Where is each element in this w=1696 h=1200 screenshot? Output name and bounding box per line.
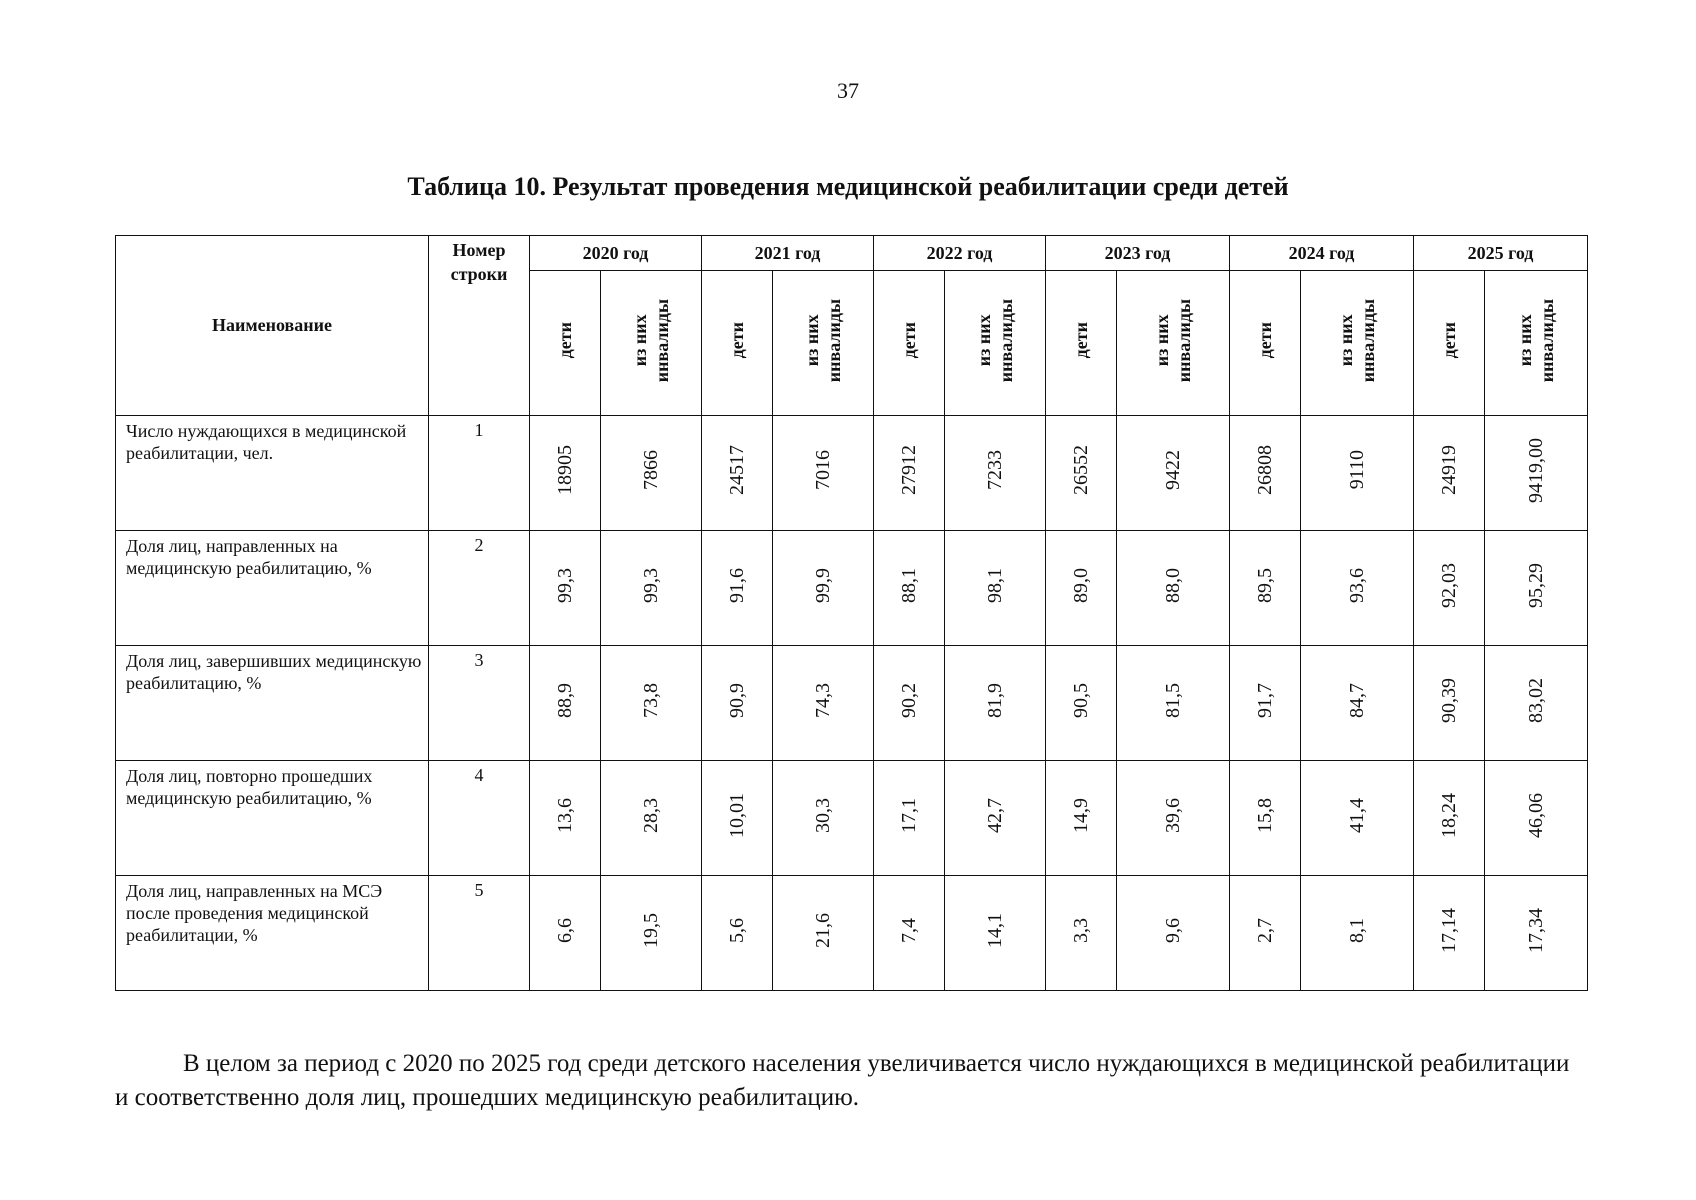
value: 92,03 — [1438, 562, 1460, 608]
value: 9110 — [1346, 450, 1368, 490]
value: 13,6 — [554, 797, 576, 833]
value: 8,1 — [1346, 917, 1368, 943]
value: 42,7 — [984, 797, 1006, 833]
value-cell — [1485, 416, 1588, 531]
value-cell — [601, 531, 702, 646]
value-cell — [702, 876, 773, 991]
table-row — [116, 646, 1588, 761]
value: 27912 — [898, 445, 920, 495]
header-disabled-label: из них инвалиды — [1515, 298, 1557, 383]
value-cell — [1485, 761, 1588, 876]
header-disabled — [945, 271, 1046, 416]
value: 81,5 — [1162, 682, 1184, 718]
value-cell — [1301, 646, 1414, 761]
header-children-label: дети — [1439, 322, 1459, 359]
value: 7866 — [640, 450, 662, 490]
value-cell — [1301, 416, 1414, 531]
value: 24517 — [726, 445, 748, 495]
header-children — [1046, 271, 1117, 416]
header-name: Наименование — [116, 236, 429, 416]
value-cell — [530, 876, 601, 991]
value: 39,6 — [1162, 797, 1184, 833]
value-cell — [945, 646, 1046, 761]
value: 99,3 — [640, 567, 662, 603]
value-cell — [1414, 876, 1485, 991]
value: 88,0 — [1162, 567, 1184, 603]
value: 26552 — [1070, 445, 1092, 495]
header-children — [1230, 271, 1301, 416]
value: 99,9 — [812, 567, 834, 603]
value-cell — [530, 761, 601, 876]
value-cell — [601, 876, 702, 991]
summary-paragraph: В целом за период с 2020 по 2025 год среди детского населения увеличивается число нуждающихся в медицинской реабилитации и соответственно доля лиц, прошедших медицинскую реабилитацию. — [115, 1050, 1570, 1111]
value: 26808 — [1254, 445, 1276, 495]
value-cell — [1414, 416, 1485, 531]
value: 30,3 — [812, 797, 834, 833]
value-cell — [1117, 416, 1230, 531]
header-disabled-label: из них инвалиды — [1336, 298, 1378, 383]
value-cell — [945, 531, 1046, 646]
value-cell — [773, 646, 874, 761]
value-cell — [702, 646, 773, 761]
header-disabled — [1117, 271, 1230, 416]
value-cell — [1230, 531, 1301, 646]
value: 17,14 — [1438, 907, 1460, 953]
value: 17,1 — [898, 797, 920, 833]
header-year-2023: 2023 год — [1046, 236, 1230, 271]
header-children — [1414, 271, 1485, 416]
header-disabled-label: из них инвалиды — [630, 298, 672, 383]
value: 14,1 — [984, 912, 1006, 948]
value-cell — [1230, 416, 1301, 531]
value-cell — [874, 876, 945, 991]
page-number: 37 — [837, 78, 859, 103]
value-cell — [702, 531, 773, 646]
value: 98,1 — [984, 567, 1006, 603]
table-row — [116, 531, 1588, 646]
value: 9422 — [1162, 450, 1184, 490]
rehabilitation-table — [115, 235, 1588, 991]
value: 10,01 — [726, 792, 748, 838]
value-cell — [945, 761, 1046, 876]
table-title: Таблица 10. Результат проведения медицинской реабилитации среди детей — [407, 172, 1289, 201]
value: 7233 — [984, 450, 1006, 490]
value: 15,8 — [1254, 797, 1276, 833]
value-cell — [1117, 646, 1230, 761]
header-year-2024: 2024 год — [1230, 236, 1414, 271]
header-disabled — [1301, 271, 1414, 416]
row-number: 2 — [429, 531, 530, 646]
value-cell — [1414, 531, 1485, 646]
header-disabled-label: из них инвалиды — [802, 298, 844, 383]
value: 9419,00 — [1525, 437, 1547, 503]
header-disabled-label: из них инвалиды — [974, 298, 1016, 383]
value: 74,3 — [812, 682, 834, 718]
value: 95,29 — [1525, 562, 1547, 608]
value: 3,3 — [1070, 917, 1092, 943]
value-cell — [874, 761, 945, 876]
value: 2,7 — [1254, 917, 1276, 943]
value-cell — [773, 876, 874, 991]
value: 90,39 — [1438, 677, 1460, 723]
value: 9,6 — [1162, 917, 1184, 943]
value: 6,6 — [554, 917, 576, 943]
value: 90,9 — [726, 682, 748, 718]
value-cell — [1230, 646, 1301, 761]
value: 90,5 — [1070, 682, 1092, 718]
value: 14,9 — [1070, 797, 1092, 833]
header-year-2025: 2025 год — [1414, 236, 1588, 271]
header-row-number: Номер строки — [429, 236, 530, 416]
row-name: Доля лиц, направленных на МСЭ после проведения медицинской реабилитации, % — [116, 876, 429, 991]
value-cell — [1046, 761, 1117, 876]
value-cell — [1117, 531, 1230, 646]
header-disabled — [601, 271, 702, 416]
table-row — [116, 416, 1588, 531]
value: 93,6 — [1346, 567, 1368, 603]
header-children — [702, 271, 773, 416]
value-cell — [1485, 531, 1588, 646]
value-cell — [1046, 646, 1117, 761]
header-disabled — [773, 271, 874, 416]
value: 88,9 — [554, 682, 576, 718]
value-cell — [1230, 761, 1301, 876]
value: 99,3 — [554, 567, 576, 603]
value: 19,5 — [640, 912, 662, 948]
value-cell — [530, 416, 601, 531]
row-number: 3 — [429, 646, 530, 761]
value-cell — [1046, 416, 1117, 531]
table-row — [116, 876, 1588, 991]
table-row — [116, 761, 1588, 876]
value: 91,7 — [1254, 682, 1276, 718]
value-cell — [1414, 646, 1485, 761]
value: 91,6 — [726, 567, 748, 603]
row-number: 5 — [429, 876, 530, 991]
value-cell — [874, 531, 945, 646]
value-cell — [601, 646, 702, 761]
header-year-2021: 2021 год — [702, 236, 874, 271]
value: 24919 — [1438, 445, 1460, 495]
row-name: Доля лиц, повторно прошедших медицинскую реабилитацию, % — [116, 761, 429, 876]
value: 46,06 — [1525, 792, 1547, 838]
value: 7,4 — [898, 917, 920, 943]
row-number: 1 — [429, 416, 530, 531]
header-children-label: дети — [727, 322, 747, 359]
value: 88,1 — [898, 567, 920, 603]
value-cell — [1117, 876, 1230, 991]
value-cell — [530, 646, 601, 761]
value: 83,02 — [1525, 677, 1547, 723]
value-cell — [874, 416, 945, 531]
header-children-label: дети — [899, 322, 919, 359]
value: 18,24 — [1438, 792, 1460, 838]
value: 28,3 — [640, 797, 662, 833]
value-cell — [1301, 761, 1414, 876]
value-cell — [702, 416, 773, 531]
value: 81,9 — [984, 682, 1006, 718]
header-disabled-label: из них инвалиды — [1152, 298, 1194, 383]
value: 89,5 — [1254, 567, 1276, 603]
value-cell — [773, 416, 874, 531]
value-cell — [773, 761, 874, 876]
value-cell — [1485, 646, 1588, 761]
header-year-2022: 2022 год — [874, 236, 1046, 271]
value: 17,34 — [1525, 907, 1547, 953]
value-cell — [773, 531, 874, 646]
value: 73,8 — [640, 682, 662, 718]
value: 90,2 — [898, 682, 920, 718]
value: 41,4 — [1346, 797, 1368, 833]
value-cell — [702, 761, 773, 876]
value-cell — [1117, 761, 1230, 876]
header-children — [874, 271, 945, 416]
value: 18905 — [554, 445, 576, 495]
value-cell — [1230, 876, 1301, 991]
row-name: Доля лиц, направленных на медицинскую реабилитацию, % — [116, 531, 429, 646]
header-year-2020: 2020 год — [530, 236, 702, 271]
value-cell — [530, 531, 601, 646]
row-number: 4 — [429, 761, 530, 876]
header-disabled — [1485, 271, 1588, 416]
value: 84,7 — [1346, 682, 1368, 718]
value-cell — [945, 416, 1046, 531]
header-children — [530, 271, 601, 416]
value-cell — [1414, 761, 1485, 876]
value: 5,6 — [726, 917, 748, 943]
value-cell — [601, 416, 702, 531]
header-children-label: дети — [1255, 322, 1275, 359]
value-cell — [874, 646, 945, 761]
header-row-years — [116, 236, 1588, 271]
row-name: Число нуждающихся в медицинской реабилитации, чел. — [116, 416, 429, 531]
value-cell — [1485, 876, 1588, 991]
value-cell — [945, 876, 1046, 991]
value-cell — [1046, 531, 1117, 646]
value-cell — [1046, 876, 1117, 991]
row-name: Доля лиц, завершивших медицинскую реабилитацию, % — [116, 646, 429, 761]
value: 7016 — [812, 450, 834, 490]
value-cell — [601, 761, 702, 876]
value-cell — [1301, 876, 1414, 991]
header-children-label: дети — [555, 322, 575, 359]
value: 21,6 — [812, 912, 834, 948]
value: 89,0 — [1070, 567, 1092, 603]
header-children-label: дети — [1071, 322, 1091, 359]
value-cell — [1301, 531, 1414, 646]
